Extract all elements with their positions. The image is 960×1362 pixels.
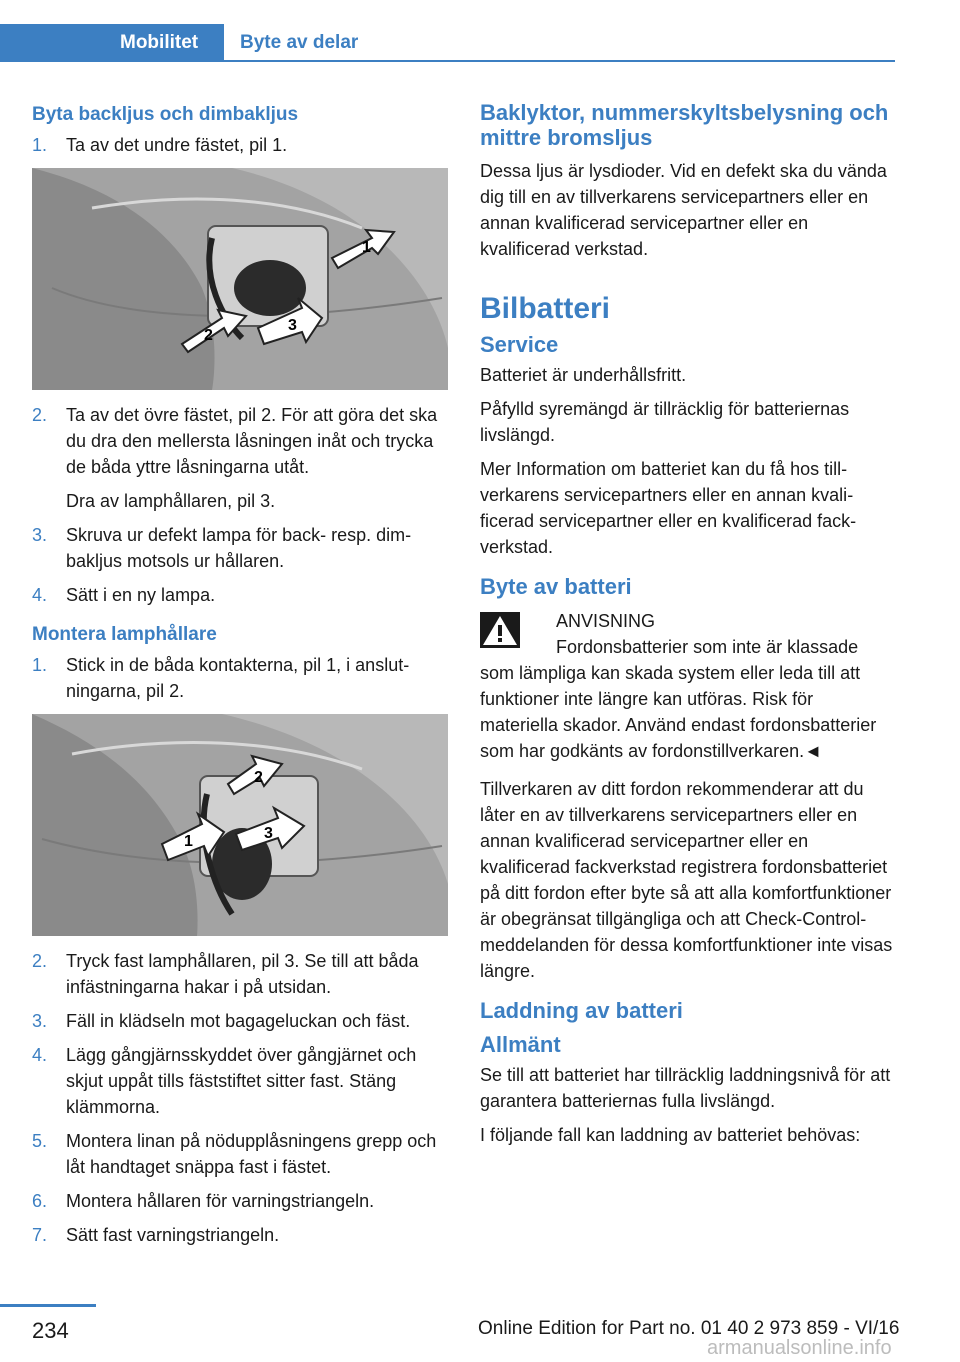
svg-text:1: 1 xyxy=(184,833,193,850)
tab-mobilitet[interactable] xyxy=(0,24,224,62)
step-text: Ta av det undre fästet, pil 1. xyxy=(66,135,288,155)
step-number: 3. xyxy=(32,1011,48,1031)
watermark: armanualsonline.info xyxy=(707,1337,892,1359)
list-item xyxy=(32,652,448,704)
list-item xyxy=(32,522,448,574)
section-title-service: Service xyxy=(480,332,559,357)
warning-triangle-icon xyxy=(480,612,520,653)
right-column xyxy=(480,100,896,1156)
list-item xyxy=(32,1188,448,1214)
list-item xyxy=(32,1042,448,1120)
step-text: Sätt i en ny lampa. xyxy=(66,585,216,605)
paragraph-service-3: Mer Information om batteriet kan du få hos tillverkarens servicepartners eller en annan kvalificerad servicepartner eller en kvalificerad fackverkstad. xyxy=(480,459,857,557)
list-item xyxy=(32,1222,448,1248)
paragraph-baklyktor: Dessa ljus är lysdioder. Vid en defekt ska du vända dig till en av tillverkarens servicepartners eller en annan kvalificerad servicepartner eller en kvalificerad verkstad. xyxy=(480,161,887,259)
warning-body: som lämpliga kan skada system eller leda till att funktioner inte längre kan utföras. Risk för materiella skador. Använd endast fordonsbatterier som har godkänts av fordonstillverkaren.◄ xyxy=(480,663,877,761)
step-number: 3. xyxy=(32,525,48,545)
section-title-montera: Montera lamphållare xyxy=(32,624,217,645)
list-item xyxy=(32,1128,448,1180)
svg-text:1: 1 xyxy=(362,239,371,256)
step-text: Tryck fast lamphållaren, pil 3. Se till att båda infästningarna hakar i på utsidan. xyxy=(66,951,419,997)
svg-text:3: 3 xyxy=(264,825,273,842)
section-title-laddning: Laddning av batteri xyxy=(480,998,683,1023)
steps-list-montera-a xyxy=(32,652,448,704)
svg-text:3: 3 xyxy=(288,317,297,334)
step-text: Montera linan på nödupplåsningens grepp och låt handtaget snäppa fast i fästet. xyxy=(66,1131,437,1177)
paragraph-service-1: Batteriet är underhållsfritt. xyxy=(480,365,687,385)
edition-note: Online Edition for Part no. 01 40 2 973 859 - VI/16 xyxy=(478,1318,900,1339)
list-item xyxy=(32,948,448,1000)
warning-first-line: Fordonsbatterier som inte är klassade xyxy=(556,637,859,657)
step-number: 4. xyxy=(32,585,48,605)
steps-list-backljus-b xyxy=(32,402,448,608)
tab-byte-av-delar[interactable]: Byte av delar xyxy=(240,32,359,53)
section-title-allmant: Allmänt xyxy=(480,1032,561,1057)
list-item xyxy=(32,582,448,608)
list-item xyxy=(32,1008,448,1034)
step-number: 1. xyxy=(32,135,48,155)
chapter-header xyxy=(0,24,895,62)
step-text: Skruva ur defekt lampa för back- resp. dimbakljus motsols ur hållaren. xyxy=(66,525,412,571)
step-number: 5. xyxy=(32,1131,48,1151)
step-extra-text: Dra av lamphållaren, pil 3. xyxy=(66,491,276,511)
left-column xyxy=(32,100,448,1256)
paragraph-byte-av-batteri: Tillverkaren av ditt fordon rekommenderar att du låter en av tillverkarens servicepartners eller en annan kvalificerad servicepartner eller en kvalificerad fackverkstad registrera fordonsbatteriet på ditt fordon efter byte så att alla komfortfunktioner är obegränsat tillgängliga och att Check-Control-meddelanden för dessa komfortfunktioner inte visas längre. xyxy=(480,779,893,981)
step-text: Ta av det övre fästet, pil 2. För att göra det ska du dra den mellersta låsningen inåt och trycka de båda yttre låsningarna utåt. xyxy=(66,405,438,477)
paragraph-allmant-1: Se till att batteriet har tillräcklig laddningsnivå för att garantera batteriernas fulla livslängd. xyxy=(480,1065,891,1111)
warning-notice xyxy=(480,608,896,660)
paragraph-allmant-2: I följande fall kan laddning av batteriet behövas: xyxy=(480,1125,861,1145)
step-number: 2. xyxy=(32,951,48,971)
step-number: 1. xyxy=(32,655,48,675)
steps-list-montera-b xyxy=(32,948,448,1248)
figure-lamp-holder-mounting xyxy=(32,714,448,936)
step-number: 7. xyxy=(32,1225,48,1245)
header-divider xyxy=(224,60,895,62)
svg-text:2: 2 xyxy=(254,769,263,786)
tab-mobilitet-label: Mobilitet xyxy=(120,32,199,53)
step-text: Lägg gångjärnsskyddet över gångjärnet och skjut uppåt tills fäststiftet sitter fast. Stäng klämmorna. xyxy=(66,1045,417,1117)
chapter-title-bilbatteri: Bilbatteri xyxy=(480,292,611,325)
page-number: 234 xyxy=(32,1318,69,1343)
step-text: Fäll in klädseln mot bagageluckan och fäst. xyxy=(66,1011,411,1031)
step-text: Montera hållaren för varningstriangeln. xyxy=(66,1191,375,1211)
section-title-byte-av-batteri: Byte av batteri xyxy=(480,574,632,599)
step-text: Stick in de båda kontakterna, pil 1, i anslutningarna, pil 2. xyxy=(66,655,410,701)
step-number: 4. xyxy=(32,1045,48,1065)
figure-lamp-holder-removal xyxy=(32,168,448,390)
paragraph-service-2: Påfylld syremängd är tillräcklig för batteriernas livslängd. xyxy=(480,399,850,445)
svg-text:2: 2 xyxy=(204,327,213,344)
footer-divider xyxy=(0,1304,96,1307)
warning-title: ANVISNING xyxy=(556,611,656,631)
list-item xyxy=(32,132,448,158)
section-title-baklyktor: Baklyktor, nummerskyltsbelysning och mittre bromsljus xyxy=(480,100,889,150)
section-title-backljus: Byta backljus och dimbakljus xyxy=(32,104,299,125)
step-text: Sätt fast varningstriangeln. xyxy=(66,1225,280,1245)
step-number: 6. xyxy=(32,1191,48,1211)
steps-list-backljus-a xyxy=(32,132,448,158)
step-number: 2. xyxy=(32,405,48,425)
list-item xyxy=(32,402,448,514)
